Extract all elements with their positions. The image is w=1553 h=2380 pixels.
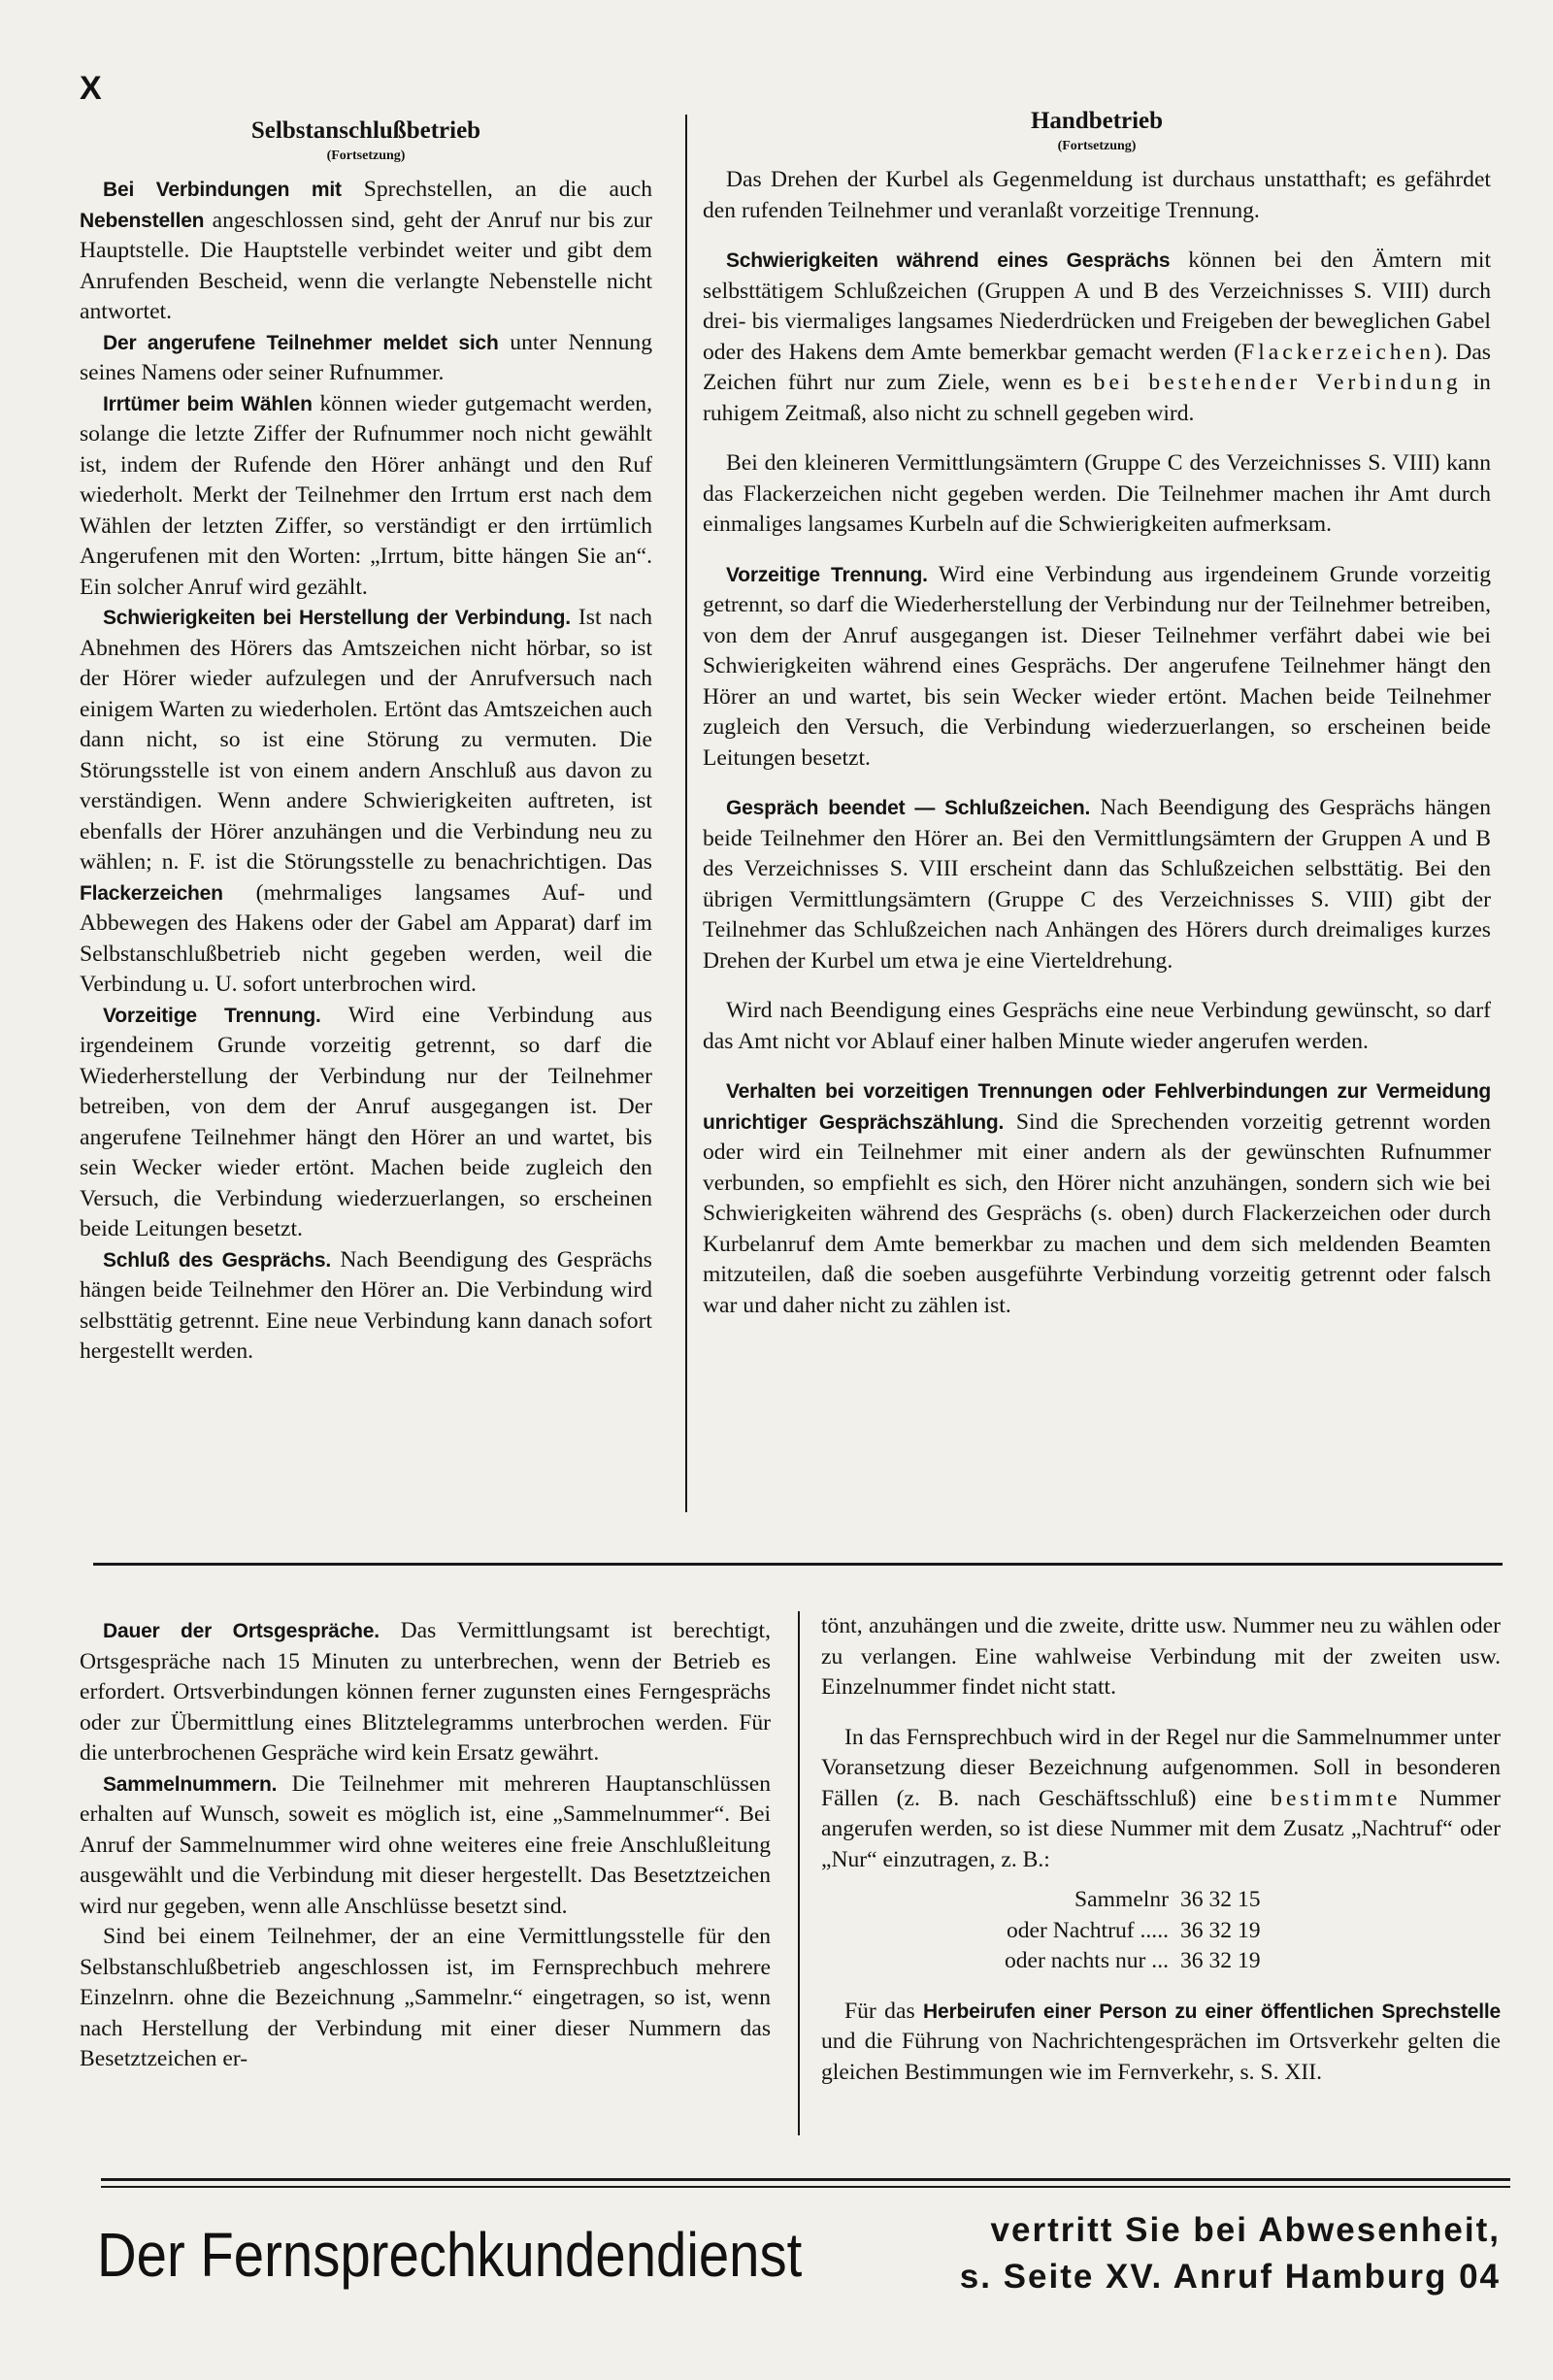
paragraph: Schwierigkeiten während eines Gesprächs können bei den Ämtern mit selbsttätigem Schlußzeichen (Gruppen A und B des Verzeichnisses S. VIII) durch drei- bis viermaliges langsames Niederdrücken und Freigeben der beweglichen Gabel oder des Hakens dem Amte bemerkbar gemacht werden (Flackerzeichen). Das Zeichen führt nur zum Ziele, wenn es bei bestehender Verbindung in ruhigem Zeitmaß, also nicht zu schnell gegeben wird.: [703, 248, 1491, 426]
paragraph: Dauer der Ortsgespräche. Das Vermittlungsamt ist berechtigt, Ortsgespräche nach 15 Minuten zu unterbrechen, wenn der Betrieb es erfordert. Ortsverbindungen können ferner zugunsten eines Ferngesprächs oder zur Übermittlung eines Blitztelegramms unterbrochen werden. Für die unterbrochenen Gespräche wird kein Ersatz gewährt.: [80, 1618, 771, 1766]
paragraph: tönt, anzuhängen und die zweite, dritte usw. Nummer neu zu wählen oder zu verlangen. Eine wahlweise Verbindung mit der zweiten usw. Einzelnummer findet nicht statt.: [821, 1613, 1501, 1700]
section-divider: [93, 1563, 1503, 1566]
beispiel-zeile: oder nachts nur ... 36 32 19: [1004, 1948, 1261, 1973]
paragraph: Sammelnummern. Die Teilnehmer mit mehreren Hauptanschlüssen erhalten auf Wunsch, soweit es möglich ist, eine „Sammelnummer“. Bei Anruf der Sammelnummer wird ohne weiteres eine freie Anschlußleitung ausgewählt und die Verbindung mit dieser hergestellt. Das Besetztzeichen wird nur gegeben, wenn alle Anschlüsse besetzt sind.: [80, 1770, 771, 1919]
paragraph: Sind bei einem Teilnehmer, der an eine Vermittlungsstelle für den Selbstanschlußbetrieb angeschlossen ist, im Fernsprechbuch mehrere Einzelnrn. ohne die Bezeichnung „Sammelnr.“ eingetragen, so ist, wenn nach Herstellung der Verbindung mit einer dieser Nummern das Besetztzeichen er-: [80, 1924, 771, 2071]
paragraph: Irrtümer beim Wählen können wieder gutgemacht werden, solange die letzte Ziffer der Rufnummer noch nicht gewählt ist, indem der Rufende den Hörer anhängt und den Ruf wiederholt. Merkt der Teilnehmer den Irrtum erst nach dem Wählen der letzten Ziffer, so verständigt er den irrtümlich Angerufenen mit den Worten: „Irrtum, bitte hängen Sie an“. Ein solcher Anruf wird gezählt.: [80, 390, 652, 600]
column-divider-top: [685, 115, 687, 1512]
beispiel-zeile: Sammelnr 36 32 15: [1074, 1887, 1261, 1912]
nummern-beispiel: [821, 1885, 1501, 1977]
beispiel-zeile: oder Nachtruf ..... 36 32 19: [1006, 1917, 1261, 1943]
paragraph: Vorzeitige Trennung. Wird eine Verbindung aus irgendeinem Grunde vorzeitig getrennt, so darf die Wiederherstellung der Verbindung nur der Teilnehmer betreiben, von dem der Anruf ausgegangen ist. Der angerufene Teilnehmer hängt den Hörer an und wartet, bis sein Wecker wieder ertönt. Machen beide zugleich den Versuch, die Verbindung wiederzuerlangen, so erscheinen beide Leitungen besetzt.: [80, 1002, 653, 1241]
sammelnummer-column: [821, 1611, 1501, 2088]
paragraph: Gespräch beendet — Schlußzeichen. Nach Beendigung des Gesprächs hängen beide Teilnehmer den Hörer an. Bei den Vermittlungsämtern der Gruppen A und B des Verzeichnisses S. VIII erscheint dann das Schlußzeichen selbsttätig. Bei den übrigen Vermittlungsämtern (Gruppe C des Verzeichnisses S. VIII) gibt der Teilnehmer das Schlußzeichen nach Anhängen des Hörers durch dreimaliges kurzes Drehen der Kurbel um etwa je eine Vierteldrehung.: [703, 795, 1491, 974]
paragraph: Für das Herbeirufen einer Person zu einer öffentlichen Sprechstelle und die Führung von Nachrichtengesprächen im Ortsverkehr gelten die gleichen Bestimmungen wie im Fernverkehr, s. S. XII.: [821, 1998, 1501, 2085]
footer-advertisement: [97, 2201, 1514, 2308]
ortsgespraeche-column: [80, 1616, 771, 2075]
paragraph: Schluß des Gesprächs. Nach Beendigung des Gesprächs hängen beide Teilnehmer den Hörer an. Die Verbindung wird selbsttätig getrennt. Eine neue Verbindung kann danach sofort hergestellt werden.: [80, 1246, 652, 1364]
column-subtitle: (Fortsetzung): [326, 149, 406, 163]
column-title: Selbstanschlußbetrieb: [250, 117, 481, 144]
paragraph: Der angerufene Teilnehmer meldet sich unter Nennung seines Namens oder seiner Rufnummer.: [80, 329, 652, 385]
paragraph: Bei den kleineren Vermittlungsämtern (Gruppe C des Verzeichnisses S. VIII) kann das Flackerzeichen nicht gegeben werden. Die Teilnehmer machen ihr Amt durch einmaliges langsames Kurbeln auf die Schwierigkeiten aufmerksam.: [703, 450, 1491, 537]
paragraph: Schwierigkeiten bei Herstellung der Verbindung. Ist nach Abnehmen des Hörers das Amtszeichen nicht hörbar, so ist der Hörer wieder aufzulegen und der Anrufversuch nach einigem Warten zu wiederholen. Ertönt das Amtszeichen auch dann nicht, so ist eine Störung zu vermuten. Die Störungsstelle ist von einem andern Anschluß aus davon zu verständigen. Wenn andere Schwierigkeiten auftreten, ist ebenfalls der Hörer anzuhängen und die Verbindung neu zu wählen; n. F. ist die Störungsstelle zu benachrichtigen. Das Flackerzeichen (mehrmaliges langsames Auf- und Abbewegen des Hakens oder der Gabel am Apparat) darf im Selbstanschlußbetrieb nicht gegeben werden, weil die Verbindung u. U. sofort unterbrochen wird.: [80, 605, 653, 997]
paragraph: Das Drehen der Kurbel als Gegenmeldung ist durchaus unstatthaft; es gefährdet den rufenden Teilnehmer und veranlaßt vorzeitige Trennung.: [703, 167, 1491, 223]
selbstanschluss-column: [80, 116, 652, 1368]
footer-rule-top: [101, 2178, 1510, 2181]
column-title: Handbetrieb: [1030, 108, 1164, 134]
column-divider-bottom: [798, 1611, 800, 2135]
footer-note: vertritt Sie bei Abwesenheit, s. Seite XV. Anruf Hamburg 04: [959, 2211, 1501, 2296]
footer-headline: Der Fernsprechkundendienst: [97, 2220, 803, 2290]
handbetrieb-column: [703, 107, 1491, 1321]
paragraph: In das Fernsprechbuch wird in der Regel nur die Sammelnummer unter Voransetzung dieser Bezeichnung aufgenommen. Soll in besonderen Fällen (z. B. nach Geschäftsschluß) eine bestimmte Nummer angerufen werden, so ist diese Nummer mit dem Zusatz „Nachtruf“ oder „Nur“ einzutragen, z. B.:: [821, 1724, 1501, 1872]
footer-rule-top-2: [101, 2186, 1510, 2188]
paragraph: Wird nach Beendigung eines Gesprächs eine neue Verbindung gewünscht, so darf das Amt nicht vor Ablauf einer halben Minute wieder angerufen werden.: [703, 998, 1491, 1054]
paragraph: Vorzeitige Trennung. Wird eine Verbindung aus irgendeinem Grunde vorzeitig getrennt, so darf die Wiederherstellung der Verbindung nur der Teilnehmer betreiben, von dem der Anruf ausgegangen ist. Dieser Teilnehmer verfährt dabei wie bei Schwierigkeiten während eines Gesprächs. Der angerufene Teilnehmer hängt den Hörer an und wartet, bis sein Wecker wieder ertönt. Machen beide Teilnehmer zugleich den Versuch, die Verbindung wiederzuerlangen, so erscheinen beide Leitungen besetzt.: [703, 561, 1491, 771]
page-number: X: [80, 70, 102, 107]
paragraph: Verhalten bei vorzeitigen Trennungen oder Fehlverbindungen zur Vermeidung unrichtiger Gesprächszählung. Sind die Sprechenden vorzeitig getrennt worden oder wird ein Teilnehmer mit einer andern als der gewünschten Rufnummer verbunden, so empfiehlt es sich, den Hörer nicht anzuhängen, sondern sich wie bei Schwierigkeiten während des Gesprächs (s. oben) durch Flackerzeichen oder durch Kurbelanruf dem Amte bemerkbar zu machen und dem sich meldenden Beamten mitzuteilen, daß die soeben ausgeführte Verbindung vorzeitig getrennt oder falsch war und daher nicht zu zählen ist.: [703, 1080, 1491, 1318]
paragraph: Bei Verbindungen mit Sprechstellen, an die auch Nebenstellen angeschlossen sind, geht der Anruf nur bis zur Hauptstelle. Die Hauptstelle verbindet weiter und gibt dem Anrufenden Bescheid, wenn die verlangte Nebenstelle nicht antwortet.: [80, 177, 652, 324]
column-subtitle: (Fortsetzung): [1057, 139, 1137, 153]
